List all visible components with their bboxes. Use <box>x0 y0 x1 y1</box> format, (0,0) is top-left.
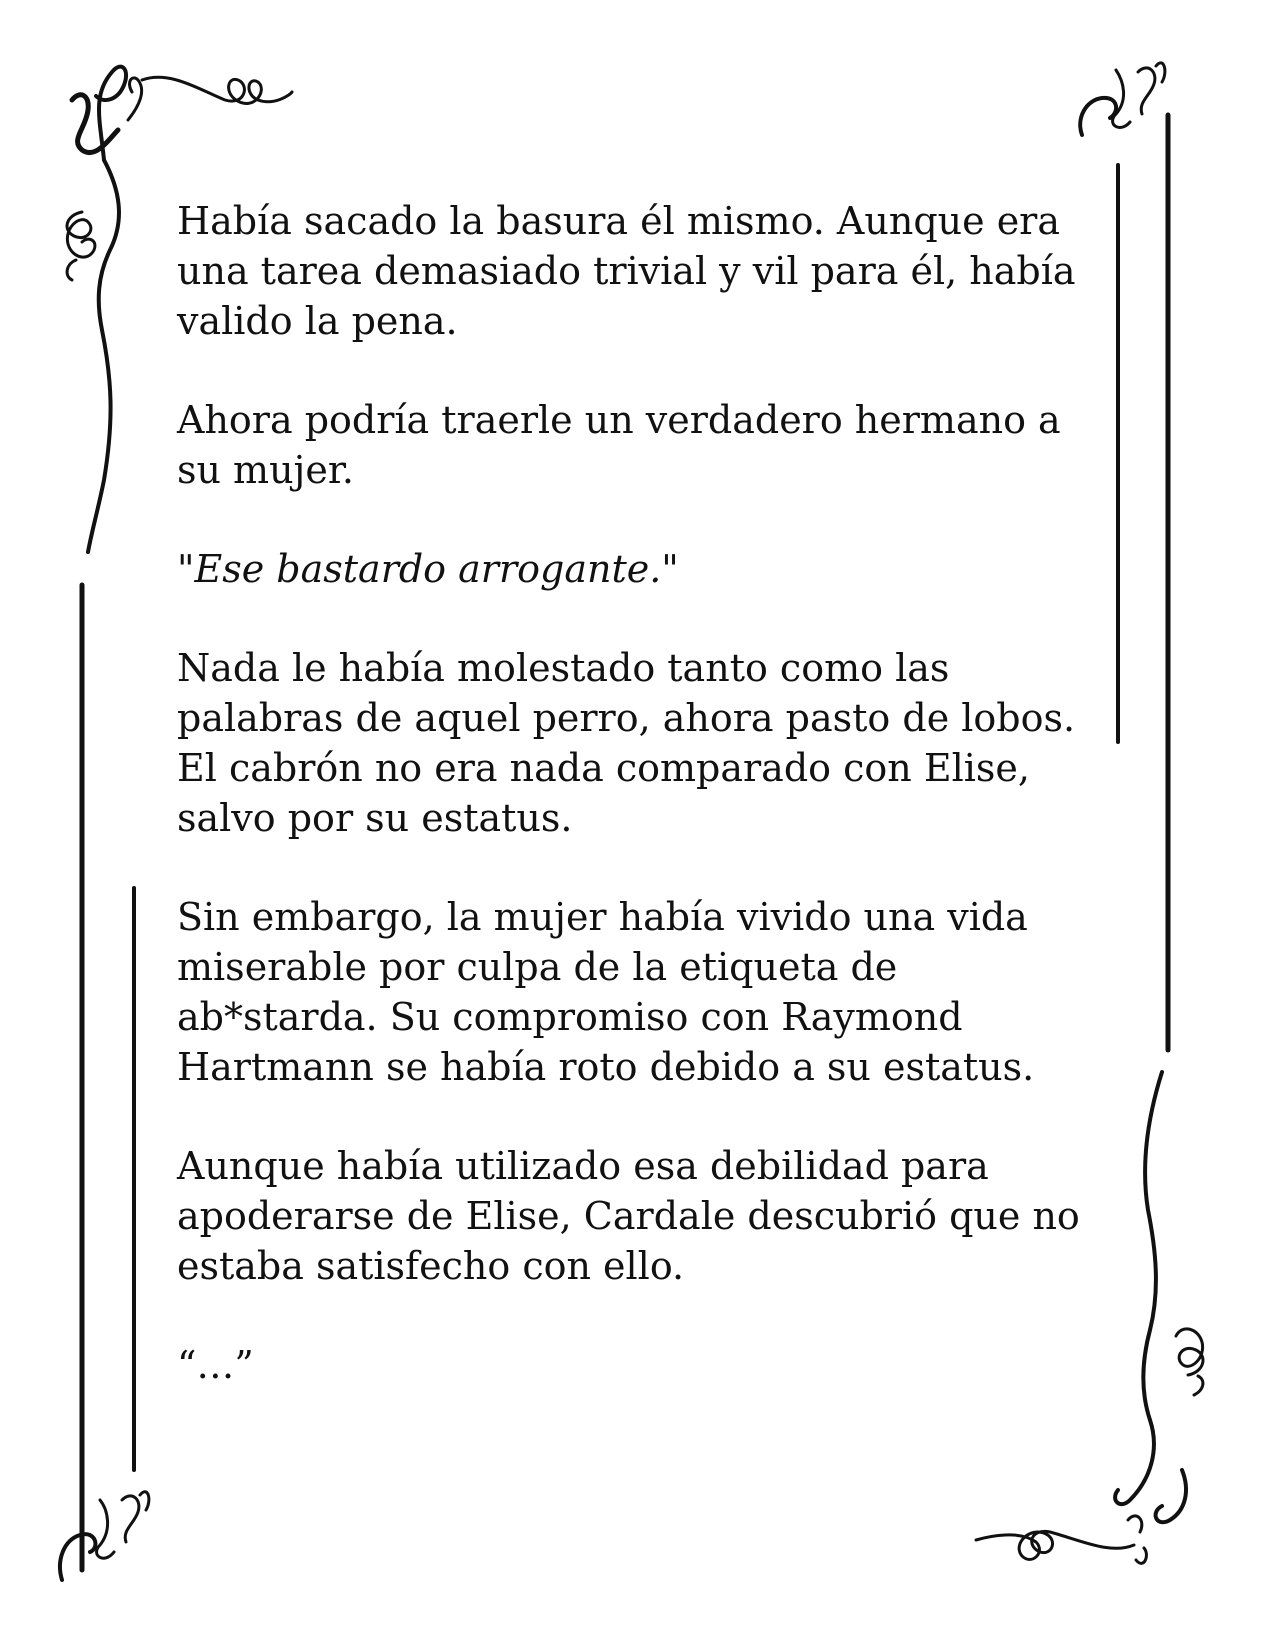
dialogue-quote: "Ese bastardo arrogante." <box>177 547 679 591</box>
paragraph-2: Ahora podría traerle un verdadero hermano a su mujer. <box>177 398 1061 492</box>
bottom-left-flourish-icon <box>60 1492 149 1580</box>
top-right-flourish-icon <box>1080 63 1165 135</box>
ellipsis-dialogue: “…” <box>177 1343 254 1387</box>
paragraph-1: Había sacado la basura él mismo. Aunque era una tarea demasiado trivial y vil para él, había valido la pena. <box>177 199 1076 343</box>
paragraph-4: Sin embargo, la mujer había vivido una vida miserable por culpa de la etiqueta de ab*starda. Su compromiso con Raymond Hartmann se había roto debido a su estatus. <box>177 895 1035 1089</box>
paragraph-5: Aunque había utilizado esa debilidad para apoderarse de Elise, Cardale descubrió que no estaba satisfecho con ello. <box>177 1144 1080 1288</box>
story-text <box>177 196 1097 1390</box>
paragraph-3: Nada le había molestado tanto como las palabras de aquel perro, ahora pasto de lobos. El cabrón no era nada comparado con Elise, salvo por su estatus. <box>177 646 1076 840</box>
